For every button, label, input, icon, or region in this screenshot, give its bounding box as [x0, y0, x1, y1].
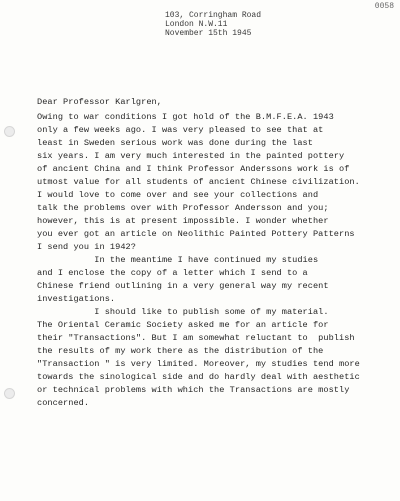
text-line: and I enclose the copy of a letter which I send to a	[37, 268, 308, 278]
paragraph	[37, 306, 392, 410]
text-line: investigations.	[37, 294, 116, 304]
page-number: 0058	[374, 2, 394, 11]
text-line: their "Transactions". But I am somewhat reluctant to publish	[37, 333, 355, 343]
text-line: In the meantime I have continued my studies	[37, 255, 319, 265]
sender-address	[165, 11, 261, 38]
text-line: towards the sinological side and do hardly deal with aesthetic	[37, 372, 360, 382]
text-line: I should like to publish some of my material.	[37, 307, 329, 317]
address-street: 103, Corringham Road	[165, 11, 262, 20]
punch-hole	[4, 388, 15, 399]
letter-paragraphs	[37, 111, 392, 410]
text-line: Chinese friend outlining in a very general way my recent	[37, 281, 329, 291]
text-line: of ancient China and I think Professor Anderssons work is of	[37, 164, 350, 174]
paragraph	[37, 111, 392, 254]
text-line: I would love to come over and see your collections and	[37, 190, 319, 200]
text-line: Owing to war conditions I got hold of the B.M.F.E.A. 1943	[37, 112, 334, 122]
text-line: the results of my work there as the distribution of the	[37, 346, 324, 356]
text-line: only a few weeks ago. I was very pleased to see that at	[37, 125, 324, 135]
text-line: you ever got an article on Neolithic Painted Pottery Patterns	[37, 229, 355, 239]
text-line: utmost value for all students of ancient Chinese civilization.	[37, 177, 360, 187]
letter-body	[37, 96, 392, 410]
letter-date: November 15th 1945	[165, 29, 252, 38]
text-line: however, this is at present impossible. I wonder whether	[37, 216, 329, 226]
text-line: least in Sweden serious work was done during the last	[37, 138, 313, 148]
text-line: talk the problems over with Professor Andersson and you;	[37, 203, 329, 213]
text-line: "Transaction " is very limited. Moreover, my studies tend more	[37, 359, 360, 369]
punch-hole	[4, 126, 15, 137]
paragraph	[37, 254, 392, 306]
text-line: I send you in 1942?	[37, 242, 136, 252]
text-line: concerned.	[37, 398, 90, 408]
salutation: Dear Professor Karlgren,	[37, 97, 162, 107]
text-line: The Oriental Ceramic Society asked me for an article for	[37, 320, 329, 330]
text-line: six years. I am very much interested in the painted pottery	[37, 151, 345, 161]
text-line: or technical problems with which the Transactions are mostly	[37, 385, 350, 395]
address-city: London N.W.11	[165, 20, 228, 29]
